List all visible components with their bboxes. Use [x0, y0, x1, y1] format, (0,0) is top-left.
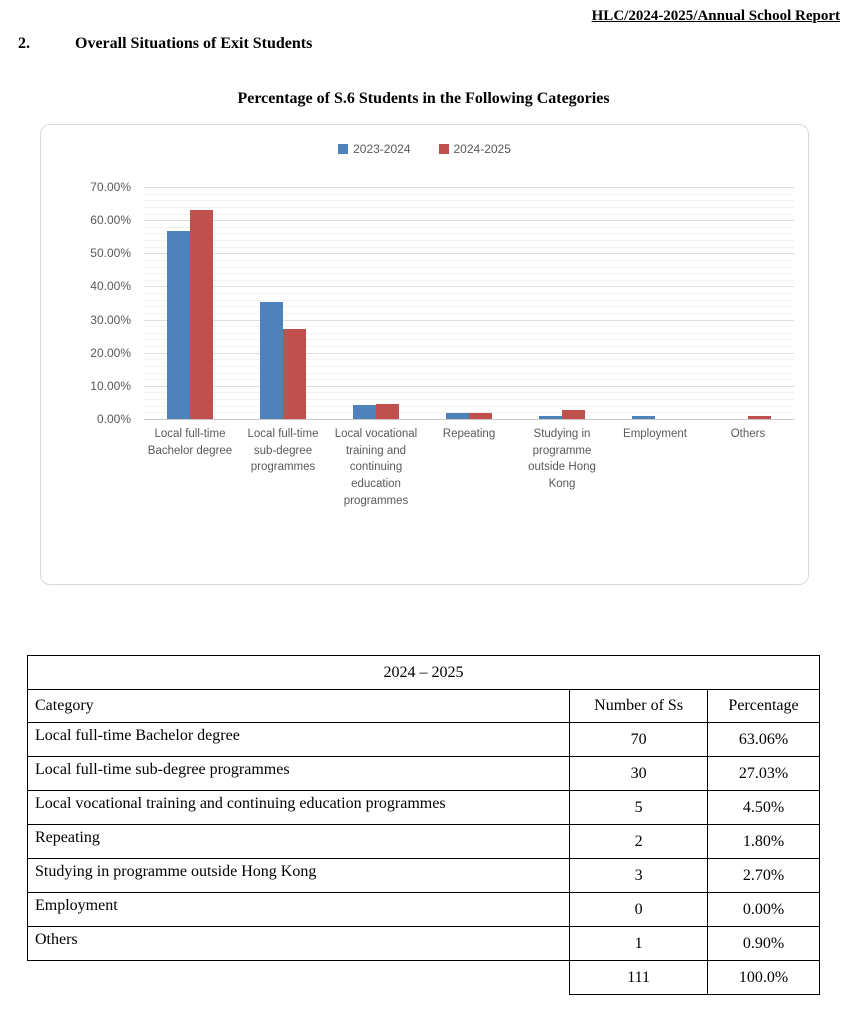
table-row	[28, 757, 820, 791]
gridline	[144, 373, 794, 374]
cell-category: Local full-time sub-degree programmes	[28, 757, 570, 791]
gridline	[144, 379, 794, 380]
gridline	[144, 366, 794, 367]
x-category-label: Local vocational training and continuing education programmes	[334, 428, 418, 507]
y-tick-label: 20.00%	[90, 346, 131, 360]
gridline	[144, 247, 794, 248]
table-header-row	[28, 690, 820, 723]
cell-category: Studying in programme outside Hong Kong	[28, 859, 570, 893]
chart-legend	[41, 142, 808, 156]
gridline	[144, 359, 794, 360]
legend-item	[439, 142, 511, 156]
gridline	[144, 333, 794, 334]
gridline	[144, 300, 794, 301]
cell-percentage: 1.80%	[708, 825, 820, 859]
table-row	[28, 791, 820, 825]
column-header-percentage: Percentage	[708, 690, 820, 723]
cell-percentage: 0.00%	[708, 893, 820, 927]
cell-number: 1	[570, 927, 708, 961]
y-tick-label: 60.00%	[90, 213, 131, 227]
report-code: HLC/2024-2025/Annual School Report	[591, 8, 840, 24]
gridline	[144, 346, 794, 347]
gridline	[144, 227, 794, 228]
gridline	[144, 306, 794, 307]
y-tick-label: 30.00%	[90, 313, 131, 327]
legend-swatch-2023-2024	[338, 144, 348, 154]
bar-2024-2025	[376, 404, 399, 419]
gridline	[144, 207, 794, 208]
cell-percentage: 27.03%	[708, 757, 820, 791]
gridline	[144, 214, 794, 215]
gridline	[144, 339, 794, 340]
cell-percentage: 2.70%	[708, 859, 820, 893]
gridline	[144, 260, 794, 261]
gridline	[144, 187, 794, 188]
bar-2023-2024	[632, 416, 655, 419]
table-row	[28, 859, 820, 893]
table-total-row	[28, 961, 820, 995]
bar-2024-2025	[748, 416, 771, 419]
gridline	[144, 353, 794, 354]
bar-2024-2025	[190, 210, 213, 419]
bar-2023-2024	[539, 416, 562, 419]
gridline	[144, 320, 794, 321]
section-number: 2.	[18, 35, 30, 52]
table-row	[28, 825, 820, 859]
legend-label: 2024-2025	[453, 142, 511, 156]
gridline	[144, 233, 794, 234]
table-row	[28, 723, 820, 757]
cell-number: 3	[570, 859, 708, 893]
cell-category: Others	[28, 927, 570, 961]
gridline	[144, 392, 794, 393]
y-tick-label: 10.00%	[90, 379, 131, 393]
x-category-label: Employment	[623, 428, 687, 440]
bar-2024-2025	[283, 329, 306, 419]
x-category-label: Repeating	[442, 428, 496, 440]
table-row	[28, 927, 820, 961]
table-span-header-row	[28, 656, 820, 690]
cell-number: 2	[570, 825, 708, 859]
gridline	[144, 406, 794, 407]
gridline	[144, 399, 794, 400]
gridline	[144, 220, 794, 221]
section-heading	[18, 35, 312, 53]
exit-students-table	[27, 655, 820, 995]
x-category-label: Others	[730, 428, 766, 440]
bar-2023-2024	[446, 413, 469, 419]
y-tick-label: 40.00%	[90, 279, 131, 293]
gridline	[144, 386, 794, 387]
section-title: Overall Situations of Exit Students	[75, 35, 313, 52]
cell-number: 30	[570, 757, 708, 791]
y-tick-label: 70.00%	[90, 180, 131, 194]
table-year-header: 2024 – 2025	[28, 656, 820, 690]
x-category-label: Local full-time Bachelor degree	[147, 428, 233, 457]
legend-item	[338, 142, 410, 156]
legend-label: 2023-2024	[353, 142, 411, 156]
gridline	[144, 240, 794, 241]
gridline	[144, 200, 794, 201]
y-tick-label: 0.00%	[96, 412, 131, 426]
gridline	[144, 313, 794, 314]
gridline	[144, 326, 794, 327]
gridline	[144, 293, 794, 294]
chart-title: Percentage of S.6 Students in the Following Categories	[237, 90, 610, 107]
y-tick-label: 50.00%	[90, 246, 131, 260]
cell-number: 0	[570, 893, 708, 927]
gridline	[144, 280, 794, 281]
gridline	[144, 273, 794, 274]
bar-2023-2024	[260, 302, 283, 419]
cell-number: 5	[570, 791, 708, 825]
table-row	[28, 893, 820, 927]
cell-number: 70	[570, 723, 708, 757]
gridline	[144, 286, 794, 287]
cell-category: Repeating	[28, 825, 570, 859]
column-header-category: Category	[28, 690, 570, 723]
x-category-label: Local full-time sub-degree programmes	[247, 428, 319, 474]
cell-percentage: 63.06%	[708, 723, 820, 757]
gridline	[144, 253, 794, 254]
cell-empty	[28, 961, 570, 995]
legend-swatch-2024-2025	[439, 144, 449, 154]
cell-percentage: 4.50%	[708, 791, 820, 825]
bar-2023-2024	[167, 231, 190, 419]
x-axis-line	[144, 419, 794, 420]
bar-chart	[40, 124, 809, 585]
bar-2024-2025	[562, 410, 585, 419]
cell-category: Employment	[28, 893, 570, 927]
cell-total-number: 111	[570, 961, 708, 995]
cell-total-percentage: 100.0%	[708, 961, 820, 995]
cell-category: Local vocational training and continuing education programmes	[28, 791, 570, 825]
gridline	[144, 267, 794, 268]
cell-category: Local full-time Bachelor degree	[28, 723, 570, 757]
x-category-label: Studying in programme outside Hong Kong	[528, 428, 596, 491]
bar-2023-2024	[353, 405, 376, 419]
gridline	[144, 194, 794, 195]
column-header-number: Number of Ss	[570, 690, 708, 723]
bar-2024-2025	[469, 413, 492, 419]
cell-percentage: 0.90%	[708, 927, 820, 961]
